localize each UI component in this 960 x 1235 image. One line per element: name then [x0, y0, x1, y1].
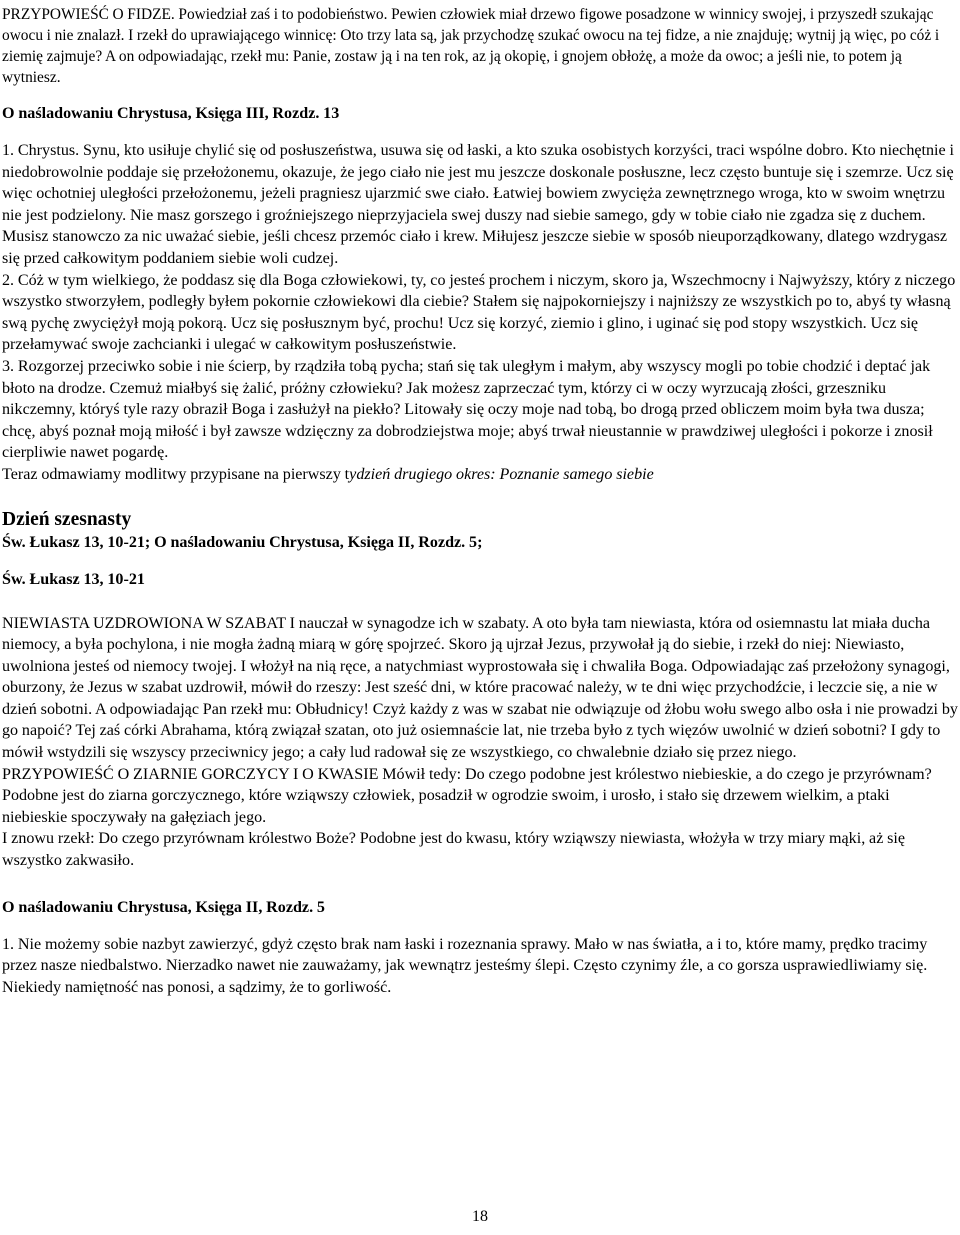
day-title: Dzień szesnasty: [2, 508, 132, 530]
prayer-note: [2, 464, 958, 486]
day-readings: Św. Łukasz 13, 10-21; O naśladowaniu Chrystusa, Księga II, Rozdz. 5;: [2, 533, 483, 551]
prayer-note-plain: Teraz odmawiamy modlitwy przypisane na pierwszy t: [2, 465, 350, 483]
page-number: 18: [472, 1208, 488, 1225]
paragraph: 1. Chrystus. Synu, kto usiłuje chylić się od posłuszeństwa, usuwa się od łaski, a kto szuka osobistych korzyści, traci wspólne dobro. Kto niechętnie i niedobrowolnie poddaje się przełożonemu, okazuje, że jego ciało nie jest mu jeszcze doskonale posłuszne, lecz często buntuje się i szemrze. Ucz się więc ochotniej uległości przełożonemu, jeżeli pragniesz ujarzmić swe ciało. Łatwiej bowiem zwycięża zewnętrznego wroga, kto w swoim wnętrzu nie jest podzielony. Nie masz gorszego i groźniejszego nieprzyjaciela swej duszy nad siebie samego, gdy w tobie ciało nie zgadza się z duchem. Musisz stanowczo za nic uważać siebie, jeśli chcesz przemóc ciało i krew. Miłujesz jeszcze siebie w sposób nieuporządkowany, dlatego wzdrygasz się przed całkowitym poddaniem siebie woli cudzej.: [2, 142, 954, 267]
section-title-imitation-book2: O naśladowaniu Chrystusa, Księga II, Rozdz. 5: [2, 898, 325, 916]
paragraph: I znowu rzekł: Do czego przyrównam królestwo Boże? Podobne jest do kwasu, który wziąwszy niewiasta, włożyła w trzy miary mąki, aż się wszystko zakwasiło.: [2, 830, 906, 870]
paragraph: 3. Rozgorzej przeciwko sobie i nie ścierp, by rządziła tobą pycha; stań się tak uległym i małym, aby wszyscy mogli po tobie chodzić i deptać jak błoto na drodze. Czemuż miałbyś się żalić, próżny człowieku? Jak możesz zaprzeczać tym, którzy ci w oczy wyrzucają złości, grzeszniku nikczemny, któryś tyle razy obraził Boga i zasłużył na piekło? Litowały się oczy moje nad tobą, bo drogą przed obliczem moim była twa dusza; chcę, abyś poznał moją miłość i był zawsze wdzięczny za dobrodziejstwa moje; abyś trwał nieustannie w prawdziwej uległości i pokorze i znosił cierpliwie nawet pogardę.: [2, 357, 933, 462]
paragraph: 1. Nie możemy sobie nazbyt zawierzyć, gdyż często brak nam łaski i rozeznania sprawy. Mało w nas światła, a i to, które mamy, prędko tracimy przez nasze niedbalstwo. Nierzadko nawet nie zauważamy, jak wewnątrz jesteśmy ślepi. Często czynimy źle, a co gorsza usprawiedliwiamy się. Niekiedy namiętność nas ponosi, a sądzimy, że to gorliwość.: [2, 935, 928, 996]
section-title-imitation-book3: O naśladowaniu Chrystusa, Księga III, Rozdz. 13: [2, 105, 340, 122]
paragraph: 2. Cóż w tym wielkiego, że poddasz się dla Boga człowiekowi, ty, co jesteś prochem i niczym, skoro ja, Wszechmocny i Najwyższy, który z niczego wszystko stworzyłem, podległy byłem pokornie człowiekowi dla ciebie? Stałem się najpokorniejszy i najniższy ze wszystkich po to, abyś ty własną swą pychę zwyciężył moją pokorą. Ucz się posłusznym być, prochu! Ucz się korzyć, ziemio i glino, i uginać się pod stopy wszystkich. Ucz się przełamywać swoje zachcianki i ulegać w całkowitym posłuszeństwie.: [2, 271, 956, 354]
paragraph: NIEWIASTA UZDROWIONA W SZABAT I nauczał w synagodze ich w szabaty. A oto była tam niewiasta, która od osiemnastu lat miała ducha niemocy, a była pochylona, i nie mogła żadną miarą w górę spojrzeć. Skoro ją ujrzał Jezus, przywołał ją do siebie, i rzekł do niej: Niewiasto, uwolniona jesteś od niemocy twojej. I włożył na nią ręce, a natychmiast wyprostowała się i chwaliła Boga. Odpowiadając zaś przełożony synagogi, oburzony, że Jezus w szabat uzdrowił, mówił do rzeszy: Jest sześć dni, w które pracować należy, w te dni więc przychodźcie, i leczcie się, a nie w dzień sobotni. A odpowiadając Pan rzekł mu: Obłudnicy! Czyż każdy z was w szabat nie odwiązuje od żłobu wołu swego albo osła i nie prowadzi by go napoić? Tej zaś córki Abrahama, którą związał szatan, oto już osiemnaście lat, nie trzeba było z tych więzów uwolnić w dzień sobotni? I gdy to mówił wstydzili się wszyscy przeciwnicy jego; a cały lud radował się ze wszystkiego, co chwalebnie działo się przez niego.: [2, 614, 958, 762]
paragraph: PRZYPOWIEŚĆ O ZIARNIE GORCZYCY I O KWASIE Mówił tedy: Do czego podobne jest królestwo niebieskie, a do czego je przyrównam? Podobne jest do ziarna gorczycznego, które wziąwszy człowiek, posadził w ogrodzie swoim, i urosło, i stało się drzewem wielkim, a ptaki niebieskie spoczywały na gałęziach jego.: [2, 765, 932, 826]
fig-tree-parable: [2, 4, 958, 88]
gospel-title: Św. Łukasz 13, 10-21: [2, 570, 145, 588]
prayer-note-italic: ydzień drugiego okres: Poznanie samego siebie: [349, 465, 654, 483]
paragraph: PRZYPOWIEŚĆ O FIDZE. Powiedział zaś i to podobieństwo. Pewien człowiek miał drzewo figowe posadzone w winnicy swojej, i przyszedł szukając owocu i nie znalazł. I rzekł do uprawiającego winnicę: Oto trzy lata są, jak przychodzę szukać owocu na tej fidze, a nie znajduję; wytnij ją więc, po cóż i ziemię zajmuje? A on odpowiadając, rzekł mu: Panie, zostaw ją i na ten rok, az ją okopię, i gnojem obłożę, a może da owoc; a jeśli nie, to potem ją wytniesz.: [2, 6, 940, 86]
